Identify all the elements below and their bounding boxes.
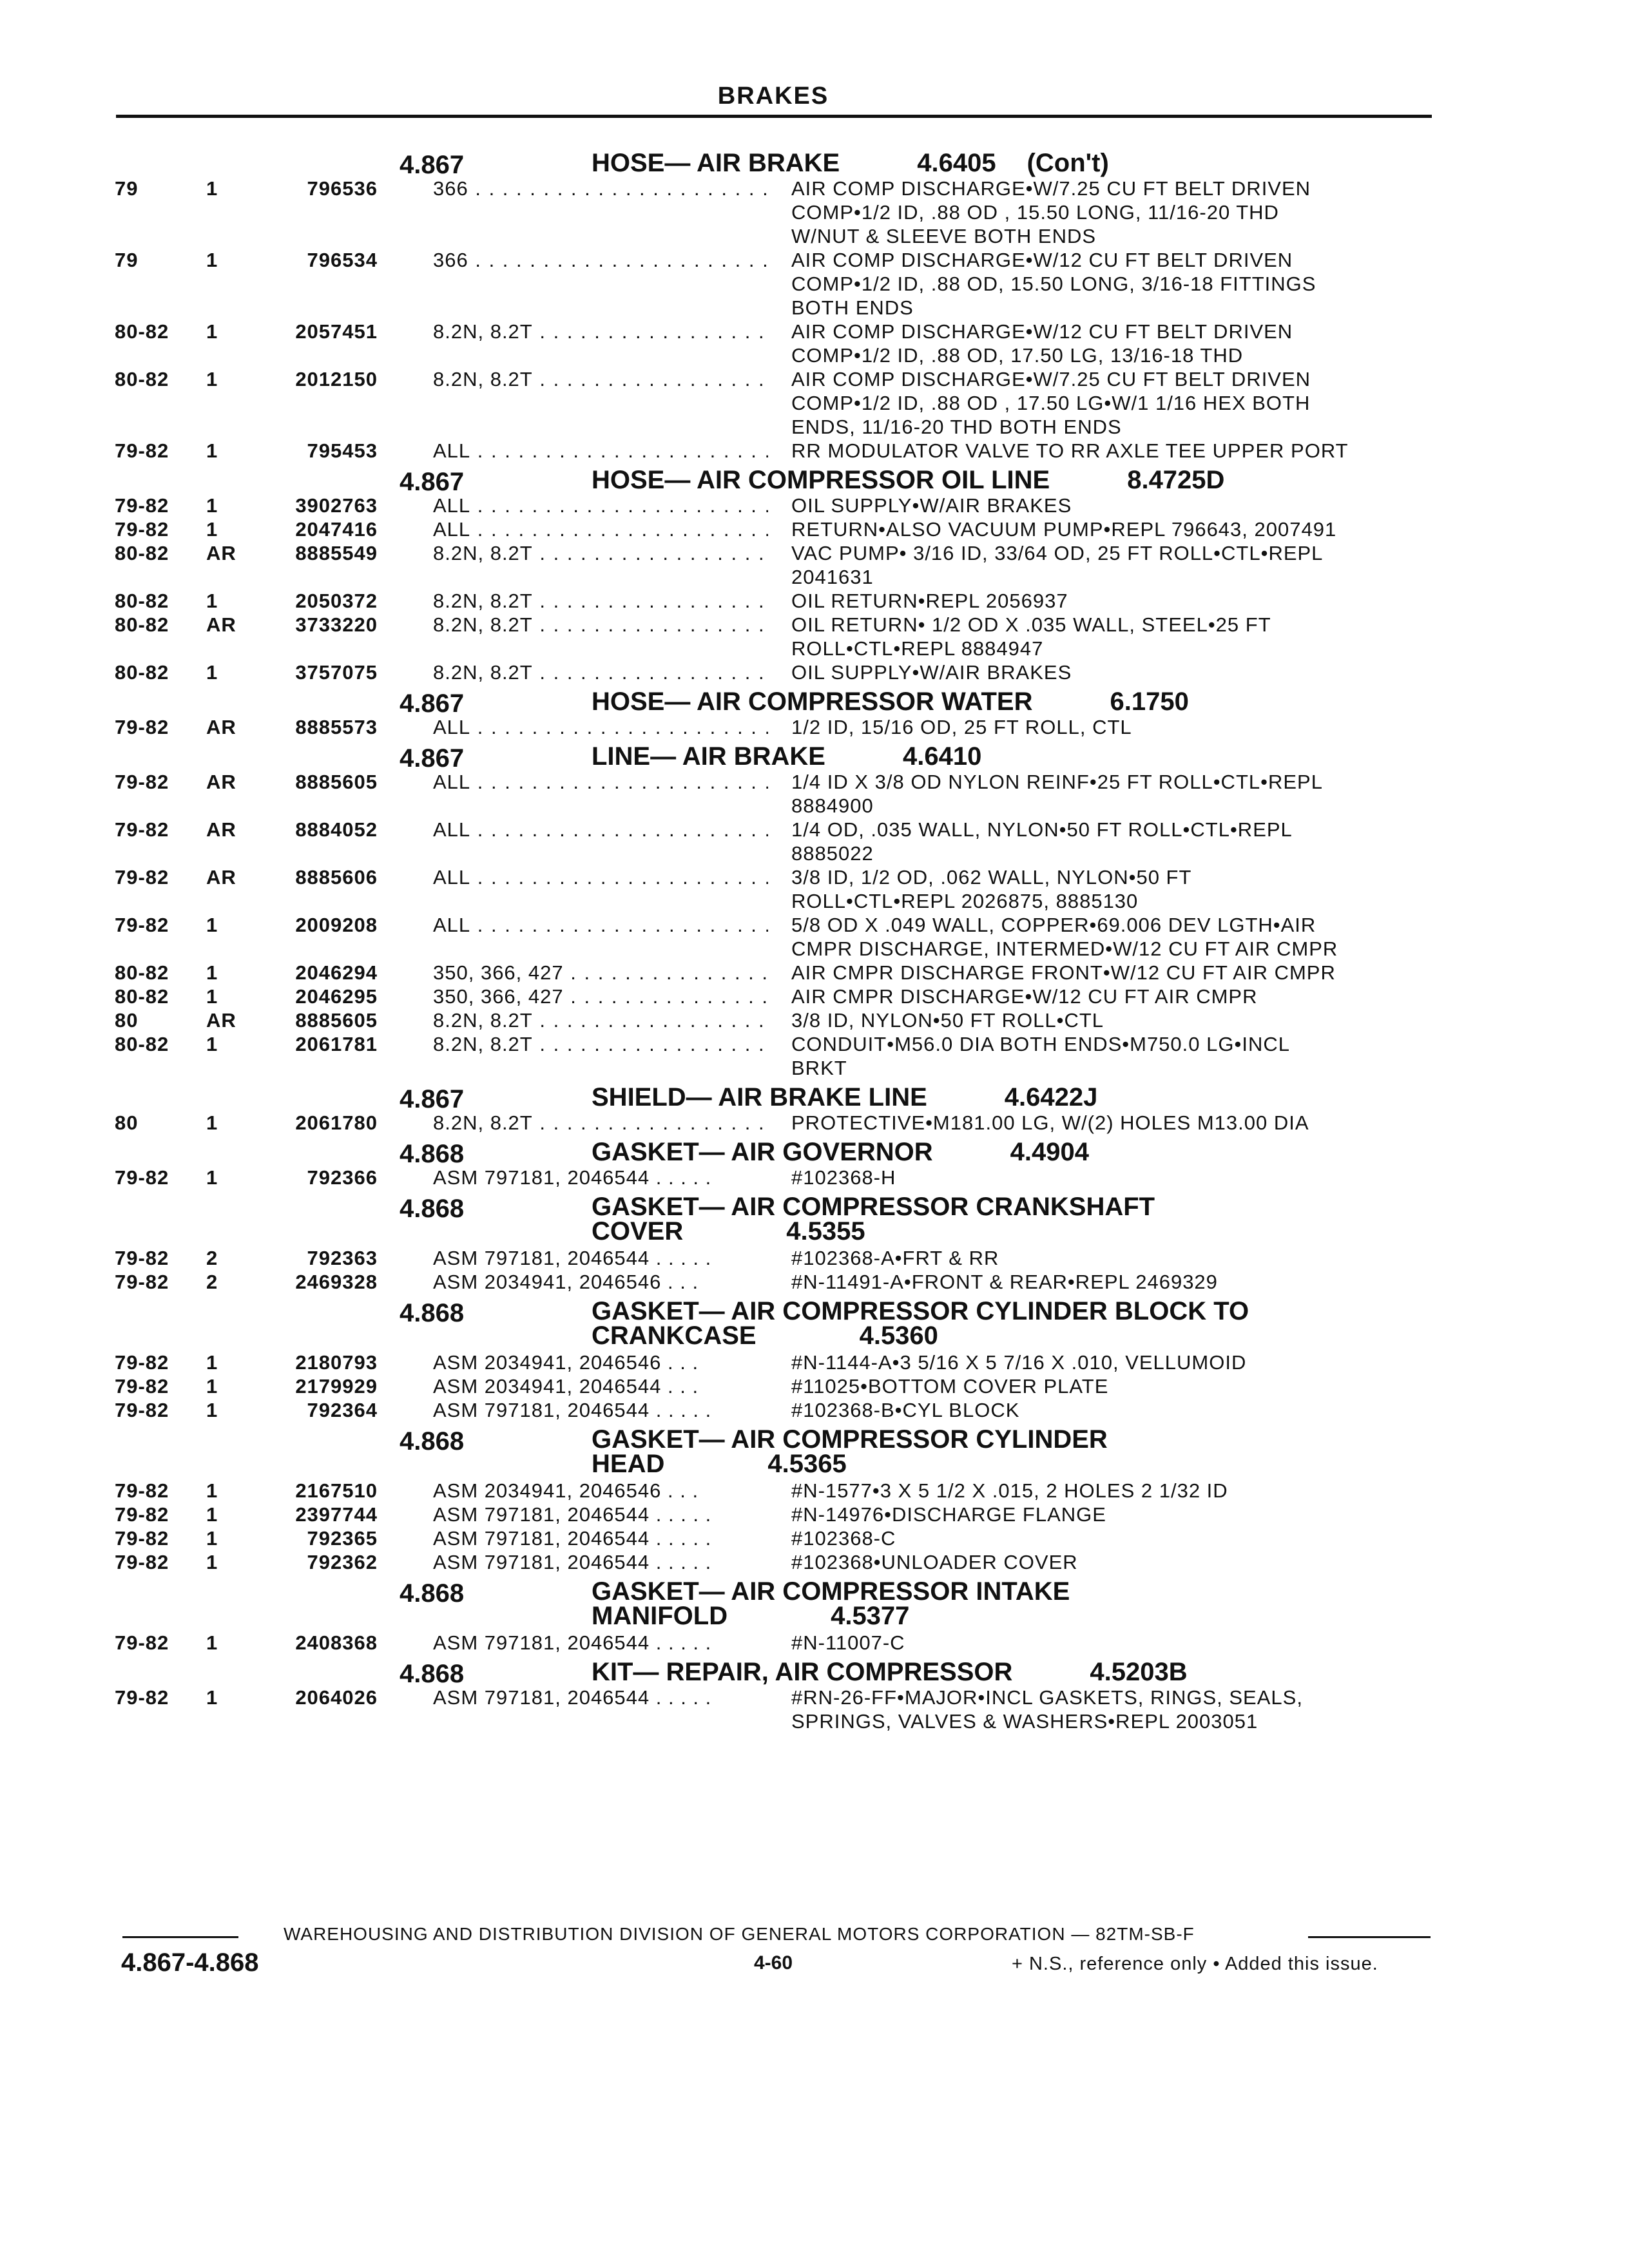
part-row (115, 1526, 1442, 1550)
part-row (115, 1550, 1442, 1574)
application: ALL . . . (433, 494, 768, 517)
footer-rule-left (122, 1936, 238, 1938)
section-code: 4.6410 (902, 742, 982, 771)
application: ASM 797181, 2046544 . . . . . (433, 1503, 712, 1526)
part-number: 8885606 (295, 866, 378, 889)
model-years: 80 (115, 1111, 139, 1134)
quantity: 1 (206, 1033, 218, 1055)
part-number: 792362 (307, 1551, 378, 1573)
quantity: 1 (206, 1375, 218, 1398)
part-row (115, 961, 1442, 985)
part-row (115, 660, 1442, 684)
section-code: 4.5365 (767, 1450, 847, 1478)
section-title-block (592, 1140, 1300, 1164)
section-number: 4.867 (400, 689, 465, 718)
footer-rule-right (1308, 1936, 1431, 1938)
description: #102368•UNLOADER COVER (791, 1551, 1078, 1573)
part-number: 2180793 (295, 1351, 378, 1374)
quantity: 1 (206, 1551, 218, 1573)
part-number: 2061780 (295, 1111, 378, 1134)
application: 366 . . . (433, 177, 768, 200)
quantity: 2 (206, 1271, 218, 1293)
part-number: 796534 (307, 249, 378, 271)
quantity: 1 (206, 1527, 218, 1550)
part-number: 8885605 (295, 1009, 378, 1032)
section-header (115, 687, 1442, 718)
application: 8.2N, 8.2T . . . (433, 1032, 768, 1056)
section-code: 4.5360 (859, 1321, 938, 1350)
quantity: 1 (206, 177, 218, 200)
part-number: 2408368 (295, 1631, 378, 1654)
part-number: 2179929 (295, 1375, 378, 1398)
part-number: 2046294 (295, 961, 378, 984)
model-years: 79-82 (115, 1551, 169, 1573)
model-years: 79-82 (115, 1503, 169, 1526)
section-title-block (592, 1195, 1300, 1244)
section-code: 6.1750 (1110, 687, 1189, 716)
quantity: 1 (206, 1111, 218, 1134)
section-number: 4.868 (400, 1660, 465, 1688)
part-number: 8885549 (295, 542, 378, 564)
section-code: 4.5355 (786, 1217, 865, 1245)
model-years: 80-82 (115, 661, 169, 684)
footer-page-number: 4-60 (754, 1952, 793, 1974)
section-title: GASKET— AIR COMPRESSOR CYLINDER (592, 1425, 1108, 1454)
application: ASM 2034941, 2046544 . . . (433, 1375, 699, 1398)
application: ASM 797181, 2046544 . . . . . (433, 1247, 712, 1269)
part-row (115, 320, 1442, 367)
section-header (115, 742, 1442, 773)
model-years: 79-82 (115, 716, 169, 738)
description: OIL SUPPLY•W/AIR BRAKES (791, 661, 1072, 684)
model-years: 79 (115, 177, 139, 200)
description: 3/8 ID, NYLON•50 FT ROLL•CTL (791, 1009, 1104, 1032)
description: 5/8 OD X .049 WALL, COPPER•69.006 DEV LGTH•AIR CMPR DISCHARGE, INTERMED•W/12 CU FT AIR CMPR (791, 914, 1338, 960)
section-code: 4.6405 (917, 149, 996, 177)
section-number: 4.868 (400, 1579, 465, 1608)
section-title-block (592, 1299, 1300, 1348)
section-number: 4.867 (400, 1085, 465, 1113)
section-code: 4.5377 (831, 1602, 910, 1630)
part-row (115, 1398, 1442, 1422)
part-row (115, 818, 1442, 865)
section-title-block (592, 689, 1300, 714)
quantity: 1 (206, 1503, 218, 1526)
section-number: 4.868 (400, 1299, 465, 1327)
part-number: 2047416 (295, 518, 378, 541)
part-number: 8885573 (295, 716, 378, 738)
continued-label: (Con't) (1027, 149, 1109, 177)
application: ALL . . . (433, 517, 768, 541)
description: #N-1577•3 X 5 1/2 X .015, 2 HOLES 2 1/32 ID (791, 1479, 1228, 1502)
model-years: 79-82 (115, 518, 169, 541)
part-row (115, 1374, 1442, 1398)
section-title-block (592, 1579, 1300, 1628)
section-header (115, 1660, 1442, 1686)
description: #102368-A•FRT & RR (791, 1247, 999, 1269)
section-title-block (592, 468, 1300, 492)
application: 8.2N, 8.2T . . . (433, 1111, 768, 1135)
footer-section-range: 4.867-4.868 (121, 1948, 259, 1977)
part-row (115, 367, 1442, 439)
model-years: 79-82 (115, 1351, 169, 1374)
application: 8.2N, 8.2T . . . (433, 613, 768, 637)
application: ALL . . . (433, 439, 768, 463)
quantity: 1 (206, 1399, 218, 1421)
application: ALL . . . (433, 715, 768, 739)
part-number: 2009208 (295, 914, 378, 936)
description: #102368-H (791, 1166, 896, 1189)
section-title: HOSE— AIR COMPRESSOR OIL LINE (592, 466, 1050, 494)
part-row (115, 517, 1442, 541)
part-row (115, 1631, 1442, 1655)
description: AIR CMPR DISCHARGE FRONT•W/12 CU FT AIR CMPR (791, 961, 1336, 984)
part-number: 8885605 (295, 771, 378, 793)
model-years: 80-82 (115, 590, 169, 612)
part-number: 2046295 (295, 985, 378, 1008)
application: ALL . . . (433, 770, 768, 794)
part-number: 2167510 (295, 1479, 378, 1502)
section-title: GASKET— AIR COMPRESSOR CYLINDER BLOCK TO (592, 1297, 1249, 1325)
application: ALL . . . (433, 865, 768, 889)
application: 8.2N, 8.2T . . . (433, 320, 768, 343)
quantity: 1 (206, 518, 218, 541)
section-code: 4.4904 (1010, 1138, 1090, 1166)
application: ASM 797181, 2046544 . . . . . (433, 1551, 712, 1573)
part-row (115, 1246, 1442, 1270)
application: 8.2N, 8.2T . . . (433, 589, 768, 613)
application: ALL . . . (433, 913, 768, 937)
parts-listing (115, 146, 1442, 1733)
section-number: 4.867 (400, 744, 465, 773)
application: ASM 2034941, 2046546 . . . (433, 1351, 699, 1374)
model-years: 79-82 (115, 818, 169, 841)
section-title: KIT— REPAIR, AIR COMPRESSOR (592, 1658, 1013, 1686)
description: AIR COMP DISCHARGE•W/12 CU FT BELT DRIVEN COMP•1/2 ID, .88 OD, 15.50 LONG, 3/16-18 FITTINGS BOTH ENDS (791, 249, 1316, 319)
model-years: 79-82 (115, 1631, 169, 1654)
description: #102368-C (791, 1527, 896, 1550)
section-title-continued: MANIFOLD (592, 1602, 728, 1630)
description: OIL RETURN• 1/2 OD X .035 WALL, STEEL•25 FT ROLL•CTL•REPL 8884947 (791, 613, 1271, 660)
part-number: 8884052 (295, 818, 378, 841)
application: 350, 366, 427 . . . (433, 985, 768, 1008)
application: ASM 797181, 2046544 . . . . . (433, 1399, 712, 1421)
section-code: 4.5203B (1090, 1658, 1188, 1686)
part-number: 2012150 (295, 368, 378, 390)
quantity: 1 (206, 914, 218, 936)
description: #N-11007-C (791, 1631, 905, 1654)
quantity: AR (206, 613, 236, 636)
section-title-continued: COVER (592, 1217, 684, 1245)
quantity: 1 (206, 961, 218, 984)
model-years: 80-82 (115, 1033, 169, 1055)
part-number: 3757075 (295, 661, 378, 684)
section-title: GASKET— AIR COMPRESSOR CRANKSHAFT (592, 1193, 1155, 1221)
quantity: AR (206, 818, 236, 841)
section-title: HOSE— AIR COMPRESSOR WATER (592, 687, 1033, 716)
quantity: 1 (206, 249, 218, 271)
section-number: 4.868 (400, 1140, 465, 1168)
part-number: 796536 (307, 177, 378, 200)
quantity: 1 (206, 494, 218, 517)
quantity: 1 (206, 439, 218, 462)
part-number: 2064026 (295, 1686, 378, 1709)
description: #RN-26-FF•MAJOR•INCL GASKETS, RINGS, SEALS, SPRINGS, VALVES & WASHERS•REPL 2003051 (791, 1686, 1303, 1733)
part-number: 3733220 (295, 613, 378, 636)
section-header (115, 1299, 1442, 1350)
section-header (115, 151, 1442, 177)
model-years: 79-82 (115, 1166, 169, 1189)
model-years: 80-82 (115, 961, 169, 984)
section-title: GASKET— AIR COMPRESSOR INTAKE (592, 1577, 1070, 1606)
application: ASM 797181, 2046544 . . . . . (433, 1527, 712, 1550)
part-row (115, 1479, 1442, 1503)
application: 8.2N, 8.2T . . . (433, 660, 768, 684)
part-row (115, 715, 1442, 739)
quantity: 2 (206, 1247, 218, 1269)
application: 8.2N, 8.2T . . . (433, 367, 768, 391)
quantity: 1 (206, 368, 218, 390)
model-years: 79-82 (115, 1247, 169, 1269)
part-row (115, 1166, 1442, 1189)
section-title-continued: HEAD (592, 1450, 665, 1478)
part-row (115, 541, 1442, 589)
quantity: 1 (206, 661, 218, 684)
quantity: 1 (206, 1166, 218, 1189)
description: AIR COMP DISCHARGE•W/7.25 CU FT BELT DRIVEN COMP•1/2 ID, .88 OD , 17.50 LG•W/1 1/16 HEX BOTH ENDS, 11/16-20 THD BOTH ENDS (791, 368, 1311, 438)
model-years: 80-82 (115, 542, 169, 564)
model-years: 79-82 (115, 1686, 169, 1709)
section-number: 4.867 (400, 151, 465, 179)
application: ASM 797181, 2046544 . . . . . (433, 1631, 712, 1654)
section-title: GASKET— AIR GOVERNOR (592, 1138, 933, 1166)
section-title-continued: CRANKCASE (592, 1321, 757, 1350)
description: 3/8 ID, 1/2 OD, .062 WALL, NYLON•50 FT ROLL•CTL•REPL 2026875, 8885130 (791, 866, 1192, 912)
part-row (115, 1111, 1442, 1135)
section-number: 4.867 (400, 468, 465, 496)
description: #N-1144-A•3 5/16 X 5 7/16 X .010, VELLUMOID (791, 1351, 1247, 1374)
part-row (115, 613, 1442, 660)
description: 1/4 OD, .035 WALL, NYLON•50 FT ROLL•CTL•REPL 8885022 (791, 818, 1293, 865)
description: RR MODULATOR VALVE TO RR AXLE TEE UPPER PORT (791, 439, 1349, 462)
description: AIR COMP DISCHARGE•W/12 CU FT BELT DRIVEN COMP•1/2 ID, .88 OD, 17.50 LG, 13/16-18 THD (791, 320, 1293, 367)
page-title: BRAKES (717, 82, 829, 110)
part-row (115, 177, 1442, 248)
application: 8.2N, 8.2T . . . (433, 541, 768, 565)
part-row (115, 770, 1442, 818)
model-years: 79-82 (115, 494, 169, 517)
part-row (115, 1008, 1442, 1032)
application: 366 . . . (433, 248, 768, 272)
part-row (115, 1350, 1442, 1374)
part-number: 2061781 (295, 1033, 378, 1055)
part-number: 2469328 (295, 1271, 378, 1293)
description: #11025•BOTTOM COVER PLATE (791, 1375, 1109, 1398)
section-header (115, 1195, 1442, 1246)
part-row (115, 1270, 1442, 1294)
description: AIR CMPR DISCHARGE•W/12 CU FT AIR CMPR (791, 985, 1258, 1008)
quantity: 1 (206, 1351, 218, 1374)
part-number: 792366 (307, 1166, 378, 1189)
description: #102368-B•CYL BLOCK (791, 1399, 1020, 1421)
part-number: 792364 (307, 1399, 378, 1421)
quantity: AR (206, 1009, 236, 1032)
model-years: 79-82 (115, 1375, 169, 1398)
model-years: 80 (115, 1009, 139, 1032)
application: ASM 2034941, 2046546 . . . (433, 1479, 699, 1502)
description: #N-14976•DISCHARGE FLANGE (791, 1503, 1106, 1526)
section-title-block (592, 151, 1300, 175)
description: PROTECTIVE•M181.00 LG, W/(2) HOLES M13.00 DIA (791, 1111, 1309, 1134)
section-number: 4.868 (400, 1195, 465, 1223)
model-years: 79-82 (115, 866, 169, 889)
model-years: 79-82 (115, 771, 169, 793)
model-years: 79 (115, 249, 139, 271)
description: AIR COMP DISCHARGE•W/7.25 CU FT BELT DRIVEN COMP•1/2 ID, .88 OD , 15.50 LONG, 11/16-20 THD W/NUT & SLEEVE BOTH ENDS (791, 177, 1311, 247)
part-number: 792365 (307, 1527, 378, 1550)
model-years: 80-82 (115, 613, 169, 636)
description: RETURN•ALSO VACUUM PUMP•REPL 796643, 2007491 (791, 518, 1337, 541)
application: 350, 366, 427 . . . (433, 961, 768, 985)
part-number: 2397744 (295, 1503, 378, 1526)
section-header (115, 1140, 1442, 1166)
application: ASM 2034941, 2046546 . . . (433, 1271, 699, 1293)
description: OIL RETURN•REPL 2056937 (791, 590, 1068, 612)
application: ASM 797181, 2046544 . . . . . (433, 1686, 712, 1709)
quantity: 1 (206, 1686, 218, 1709)
description: 1/4 ID X 3/8 OD NYLON REINF•25 FT ROLL•CTL•REPL 8884900 (791, 771, 1323, 817)
description: VAC PUMP• 3/16 ID, 33/64 OD, 25 FT ROLL•CTL•REPL 2041631 (791, 542, 1324, 588)
footer-division: WAREHOUSING AND DISTRIBUTION DIVISION OF GENERAL MOTORS CORPORATION — 82TM-SB-F (284, 1924, 1195, 1944)
section-title: SHIELD— AIR BRAKE LINE (592, 1083, 927, 1111)
model-years: 79-82 (115, 1271, 169, 1293)
footer-legend: + N.S., reference only • Added this issue. (1012, 1954, 1378, 1974)
section-header (115, 468, 1442, 494)
quantity: 1 (206, 1479, 218, 1502)
section-title-block (592, 1427, 1300, 1476)
quantity: 1 (206, 320, 218, 343)
model-years: 79-82 (115, 914, 169, 936)
model-years: 80-82 (115, 320, 169, 343)
section-code: 4.6422J (1004, 1083, 1098, 1111)
part-row (115, 494, 1442, 517)
part-number: 2057451 (295, 320, 378, 343)
part-row (115, 439, 1442, 463)
part-number: 792363 (307, 1247, 378, 1269)
section-title-block (592, 1660, 1300, 1684)
section-title: HOSE— AIR BRAKE (592, 149, 840, 177)
quantity: AR (206, 866, 236, 889)
quantity: 1 (206, 985, 218, 1008)
section-header (115, 1085, 1442, 1111)
section-title-block (592, 1085, 1300, 1110)
quantity: 1 (206, 590, 218, 612)
application: 8.2N, 8.2T . . . (433, 1008, 768, 1032)
section-title-block (592, 744, 1300, 769)
part-row (115, 589, 1442, 613)
part-number: 3902763 (295, 494, 378, 517)
application: ALL . . . (433, 818, 768, 841)
part-row (115, 1686, 1442, 1733)
model-years: 80-82 (115, 985, 169, 1008)
description: #N-11491-A•FRONT & REAR•REPL 2469329 (791, 1271, 1218, 1293)
part-number: 2050372 (295, 590, 378, 612)
part-row (115, 913, 1442, 961)
model-years: 79-82 (115, 1479, 169, 1502)
part-row (115, 865, 1442, 913)
model-years: 80-82 (115, 368, 169, 390)
quantity: AR (206, 542, 236, 564)
header-rule (116, 115, 1432, 118)
part-row (115, 1032, 1442, 1080)
description: 1/2 ID, 15/16 OD, 25 FT ROLL, CTL (791, 716, 1132, 738)
part-row (115, 248, 1442, 320)
description: CONDUIT•M56.0 DIA BOTH ENDS•M750.0 LG•INCL BRKT (791, 1033, 1290, 1079)
quantity: AR (206, 771, 236, 793)
part-number: 795453 (307, 439, 378, 462)
model-years: 79-82 (115, 1527, 169, 1550)
section-title: LINE— AIR BRAKE (592, 742, 825, 771)
model-years: 79-82 (115, 439, 169, 462)
section-number: 4.868 (400, 1427, 465, 1456)
quantity: 1 (206, 1631, 218, 1654)
quantity: AR (206, 716, 236, 738)
section-code: 8.4725D (1127, 466, 1225, 494)
section-header (115, 1427, 1442, 1479)
part-row (115, 1503, 1442, 1526)
part-row (115, 985, 1442, 1008)
model-years: 79-82 (115, 1399, 169, 1421)
section-header (115, 1579, 1442, 1631)
description: OIL SUPPLY•W/AIR BRAKES (791, 494, 1072, 517)
application: ASM 797181, 2046544 . . . . . (433, 1166, 712, 1189)
